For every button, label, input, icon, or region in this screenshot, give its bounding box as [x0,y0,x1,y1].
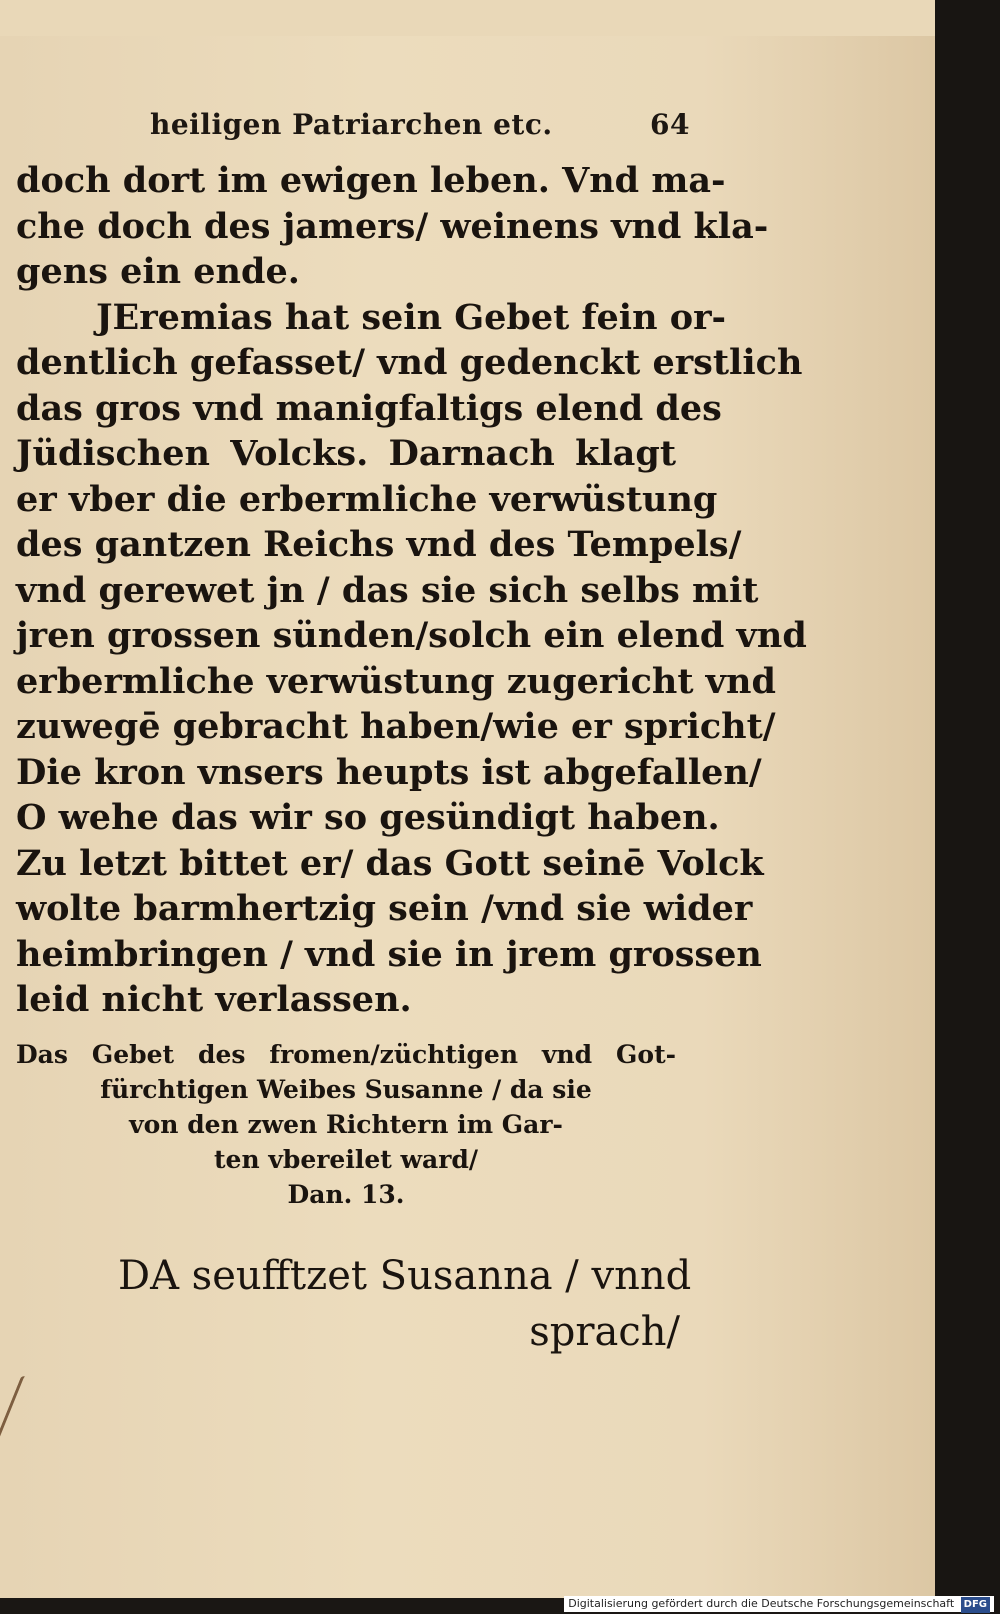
body-line: O wehe das wir so gesündigt haben. [16,797,720,838]
body-line: Jüdischen Volcks. Darnach klagt [16,433,676,474]
body-line: doch dort im ewigen leben. Vnd ma- [16,160,726,201]
running-head [150,108,690,141]
running-head-title: heiligen Patriarchen etc. [150,108,553,141]
body-line: Zu letzt bittet er/ das Gott seinē Volck [16,842,764,884]
body-line: vnd gerewet jn / das sie sich selbs mit [16,569,759,611]
body-line: das gros vnd manigfaltigs elend des [16,387,722,429]
digitization-credit [564,1596,994,1612]
verse-line: DA seufftzet Susanna / vnnd [118,1253,692,1299]
body-line: gens ein ende. [16,251,300,292]
dfg-logo: DFG [961,1597,990,1613]
body-line: zuwegē gebracht haben/wie er spricht/ [16,706,776,747]
heading-line: fürchtigen Weibes Susanne / da sie [100,1075,592,1104]
heading-line: von den zwen Richtern im Gar- [129,1110,563,1139]
verse-opening [118,1248,692,1360]
body-line: JEremias hat sein Gebet fein or- [96,296,727,338]
heading-line: ten vbereilet ward/ [214,1145,478,1174]
credit-text: Digitalisierung gefördert durch die Deutsche Forschungsgemeinschaft [568,1597,955,1610]
scan-background [935,0,1000,1600]
page-top-edge [0,0,1000,36]
verse-line: sprach/ [529,1309,680,1355]
section-heading [16,1037,676,1212]
page-number: 64 [650,108,690,141]
body-line: Die kron vnsers heupts ist abgefallen/ [16,751,762,793]
body-line: er vber die erbermliche verwüstung [16,478,718,520]
heading-line: Dan. 13. [287,1180,405,1209]
heading-line: Das Gebet des fromen/züchtigen vnd Got- [16,1040,676,1069]
body-line: erbermliche verwüstung zugericht vnd [16,660,776,702]
body-line: des gantzen Reichs vnd des Tempels/ [16,524,742,565]
body-line: leid nicht verlassen. [16,979,412,1020]
body-line: jren grossen sünden/solch ein elend vnd [16,615,807,656]
body-line: dentlich gefasset/ vnd gedenckt erstlich [16,342,803,383]
body-line: wolte barmhertzig sein /vnd sie wider [16,888,753,929]
body-line: che doch des jamers/ weinens vnd kla- [16,205,769,247]
body-text [16,158,807,1023]
body-line: heimbringen / vnd sie in jrem grossen [16,933,762,975]
